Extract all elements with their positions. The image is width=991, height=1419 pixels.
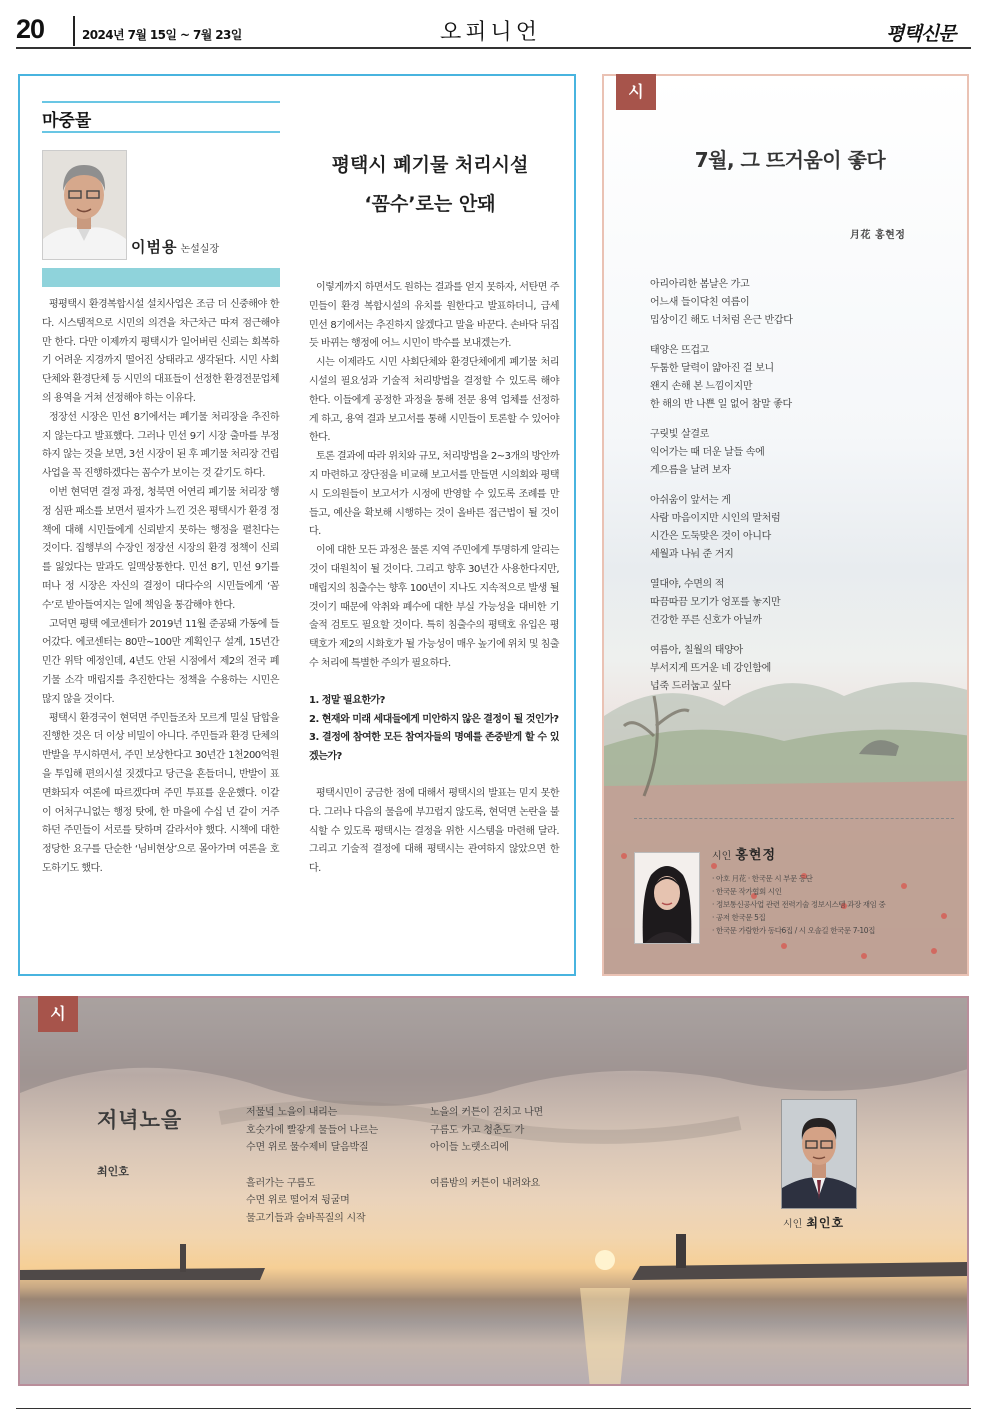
poem-title: 저녁노을 bbox=[97, 1108, 183, 1132]
poem-line: 시간은 도둑맞은 것이 아니다 bbox=[650, 531, 771, 542]
poem-line: 사람 마음이지만 시인의 말처럼 bbox=[650, 513, 781, 524]
poem-line: 어느새 들이닥친 여름이 bbox=[650, 297, 750, 308]
poem-author: 최인호 bbox=[97, 1165, 129, 1178]
poem-stanza bbox=[650, 276, 920, 330]
poet-caption: 시인 bbox=[712, 851, 732, 862]
poem-line: 흘러가는 구름도 bbox=[246, 1177, 316, 1189]
header-rule bbox=[16, 47, 971, 49]
poem-line: 따끔따끔 모기가 엉포를 놓지만 bbox=[650, 597, 781, 608]
poem-line: 물고기들과 숨바꼭질의 시작 bbox=[246, 1212, 366, 1224]
poem-stanza bbox=[650, 492, 920, 564]
poet-photo bbox=[634, 852, 700, 944]
bio-line: · 한국문 가람한가 동다6집 / 시 오솔길 한국문 7-10집 bbox=[712, 926, 875, 935]
column-label-rule-top bbox=[42, 101, 280, 103]
poem-line: 여름밤의 커튼이 내려와요 bbox=[430, 1177, 541, 1189]
author-photo bbox=[42, 150, 127, 260]
poem-stanza bbox=[650, 576, 920, 630]
poet-photo bbox=[781, 1099, 857, 1209]
body-paragraph: 평택시 환경국이 현덕면 주민들조차 모르게 밀실 담합을 진행한 것은 더 이상 비밀이 아니다. 주민들과 환경 단체의 반발을 무시하면서, 주민 보상한다고 30년간 1천200억원을 투입해 편의시설 짓겠다고 당근을 흔들더니, 반발이 표면화되자 여론에 따르겠다며 주민 투표를 운운했다. 이같이 어처구니없는 행정 탓에, 한 마을에 수십 년 같이 거주하던 주민들이 서로를 탓하며 갈라서야 했다. 시책에 대한 정당한 요구를 단순한 ‘님비현상’으로 몰아가며 여론을 호도하기도 했다. bbox=[42, 712, 279, 874]
poem-line: 열대야, 수면의 적 bbox=[650, 579, 725, 590]
poem-line: 구름도 가고 청춘도 가 bbox=[430, 1124, 525, 1136]
header-divider bbox=[73, 16, 75, 46]
body-paragraph: 정장선 시장은 민선 8기에서는 폐기물 처리장을 추진하지 않는다고 발표했다. 그러나 민선 9기 시장 출마를 부정하지 않는 것을 보면, 3선 시장이 된 후 폐기물 처리장 건립사업을 꼭 진행하겠다는 꼼수가 보이는 것 같기도 하다. bbox=[42, 411, 279, 480]
issue-date: 2024년 7월 15일 ~ 7월 23일 bbox=[82, 28, 242, 42]
body-paragraph: 평평택시 환경복합시설 설치사업은 조금 더 신중해야 한다. 시스템적으로 시민의 의견을 차근차근 따져 점근해야만 한다. 다만 이제까지 평택시가 일어버린 신뢰는 회복하기 어려운 지경까지 떨어진 상태라고 생각된다. 시민 사회단체와 환경단체 등 시민의 대표들이 선정한 환경전문업체의 용역을 거쳐 선정해야 하는 이유다. bbox=[42, 299, 279, 404]
bio-line: · 아호 月花 · 한국문 시 부문 등단 bbox=[712, 874, 813, 883]
body-paragraph: 이번 현덕면 결정 과정, 청북면 어연리 폐기물 처리장 행정 심판 패소를 보면서 필자가 느낀 것은 평택시가 환경 정책에 대해 시민들에게 신뢰받지 못하는 행정을 펼친다는 것이다. 집행부의 수장인 정장선 시장의 환경 정책이 신뢰를 잃었다는 말과도 일맥상통한다. 민선 8기, 민선 9기를 떠나 정 시장은 자신의 결정이 대다수의 시민들에게 ‘꼼수’로 받아들여지는 일에 책임을 통감해야 한다. bbox=[42, 486, 279, 611]
headline-line-1: 평택시 폐기물 처리시설 bbox=[331, 154, 529, 176]
poem-line: 넙죽 드러눕고 싶다 bbox=[650, 681, 731, 692]
poem-stanza bbox=[650, 642, 920, 696]
section-title: 오피니언 bbox=[440, 20, 542, 45]
poem-line: 저물녘 노을이 내리는 bbox=[246, 1107, 338, 1118]
poem-body-column-2 bbox=[430, 1104, 543, 1210]
poem-stanza bbox=[246, 1175, 378, 1228]
column-label: 마중물 bbox=[42, 111, 92, 131]
poem-line: 한 해의 반 나쁜 일 없어 참말 좋다 bbox=[650, 399, 792, 410]
poem-stanza bbox=[650, 426, 920, 480]
poem-line: 수면 위로 물수제비 달음박질 bbox=[246, 1142, 369, 1153]
poem-line: 부서지게 뜨거운 네 강인함에 bbox=[650, 663, 771, 674]
column-body-left bbox=[42, 296, 279, 879]
author-role: 논설실장 bbox=[180, 244, 220, 255]
poem-title: 7월, 그 뜨거움이 좋다 bbox=[694, 148, 886, 172]
poem-line: 익어가는 때 더운 날들 속에 bbox=[650, 447, 765, 458]
poem-line: 여름아, 칠월의 태양아 bbox=[650, 645, 743, 656]
author-name: 이범용 bbox=[131, 238, 178, 256]
body-paragraph: 이에 대한 모든 과정은 물론 지역 주민에게 투명하게 알리는 것이 대원칙이 될 것이다. 그리고 향후 30년간 사용한다지만, 매립지의 침출수는 향후 100년이 지나도 지속적으로 발생 될 것이기 때문에 악취와 폐수에 대한 부실 가능성을 대비한 기술적 검토도 필요할 것이다. 특히 침출수의 평택호 유입은 평택호가 제2의 시화호가 될 가능성이 매우 높기에 위치 및 침출수 처리에 특별한 주의가 필요하다. bbox=[309, 545, 559, 669]
poem-line: 게으름을 날려 보자 bbox=[650, 465, 731, 476]
poem-line: 구릿빛 살결로 bbox=[650, 429, 710, 440]
poem-line: 두툼한 달력이 얇아진 걸 보니 bbox=[650, 363, 774, 374]
poem-line: 수면 위로 떨어져 뒹굴며 bbox=[246, 1195, 350, 1206]
poem-body bbox=[650, 276, 920, 708]
poet-bio bbox=[712, 872, 960, 937]
poem-line: 아이들 노랫소리에 bbox=[430, 1142, 509, 1153]
footer-rule bbox=[16, 1408, 971, 1409]
poem-stanza bbox=[430, 1104, 543, 1157]
headline-line-2: ‘꼼수’로는 안돼 bbox=[364, 193, 496, 215]
poem-line: 노을의 커튼이 걷치고 나면 bbox=[430, 1107, 543, 1118]
poem-tag: 시 bbox=[38, 996, 78, 1032]
body-paragraph: 이렇게까지 하면서도 원하는 결과를 얻지 못하자, 서탄면 주민들이 환경 복합시설의 유치를 원한다고 발표하더니, 급세 민선 8기에서는 추진하지 않겠다고 말을 바꾼다. 손바닥 뒤집듯 바뀌는 행정에 어느 시민이 박수를 보내겠는가. bbox=[309, 282, 559, 350]
bio-line: · 공저 한국문 5집 bbox=[712, 913, 766, 922]
poem-tag: 시 bbox=[616, 74, 656, 110]
poet-name: 최인호 bbox=[806, 1216, 845, 1230]
closing-paragraph: 평택시민이 궁금한 점에 대해서 평택시의 발표는 믿지 못한다. 그러나 다음의 물음에 부끄럽지 않도록, 현덕면 논란을 불식할 수 있도록 평택시는 결정을 위한 시스템을 마련해 달라. 그리고 기술적 결정에 대해 평택시는 관여하지 않았으면 한다. bbox=[309, 787, 559, 875]
poet-caption: 시인 bbox=[783, 1219, 803, 1230]
poem-stanza bbox=[246, 1104, 378, 1157]
question-item: 1. 정말 필요한가? bbox=[309, 694, 385, 706]
poem-line: 호숫가에 빨갛게 물들어 나르는 bbox=[246, 1124, 378, 1136]
poem-stanza bbox=[650, 342, 920, 414]
poet-byline bbox=[712, 844, 776, 863]
column-label-rule-bottom bbox=[42, 131, 280, 133]
poem-line: 아리아리한 봄날은 가고 bbox=[650, 279, 750, 290]
body-paragraph: 토론 결과에 따라 위치와 규모, 처리방법을 2~3개의 방안까지 마련하고 장단점을 비교해 보고서를 만들면 시의회와 평택시 도의원들이 보고서가 시정에 반영할 수 있도록 조례를 만들고, 예산을 확보해 시행하는 것이 올바른 접근법이 될 것이다. bbox=[309, 451, 559, 538]
column-headline bbox=[300, 146, 560, 224]
column-accent-bar bbox=[42, 268, 280, 287]
poem-line: 세월과 나눠 준 거지 bbox=[650, 549, 734, 560]
bio-line: · 한국문 작가협회 시인 bbox=[712, 887, 782, 896]
poet-name: 홍현정 bbox=[735, 848, 777, 863]
poem-line: 밉상이긴 해도 너처럼 은근 반갑다 bbox=[650, 315, 793, 326]
column-body-right bbox=[309, 279, 559, 879]
poem-line: 왠지 손해 본 느낌이지만 bbox=[650, 381, 753, 392]
poem-line: 아쉬움이 앞서는 게 bbox=[650, 495, 731, 506]
bio-line: · 정보통신공사업 관련 전력기술 정보시스템 과장 재임 중 bbox=[712, 900, 886, 909]
question-item: 3. 결정에 참여한 모든 참여자들의 명예를 존중받게 할 수 있겠는가? bbox=[309, 732, 559, 763]
poem-author: 月花 홍현정 bbox=[850, 230, 906, 241]
page-number: 20 bbox=[16, 14, 45, 44]
poem-body-column-1 bbox=[246, 1104, 378, 1245]
newspaper-logo: 평택신문 bbox=[886, 23, 956, 45]
poem-line: 태양은 뜨겁고 bbox=[650, 345, 710, 356]
poet-byline bbox=[783, 1214, 844, 1231]
question-item: 2. 현재와 미래 세대들에게 미안하지 않은 결정이 될 것인가? bbox=[309, 713, 559, 725]
poem-stanza bbox=[430, 1175, 543, 1193]
body-paragraph: 시는 이제라도 시민 사회단체와 환경단체에게 폐기물 처리시설의 필요성과 기술적 처리방법을 결정할 수 있도록 해야 한다. 이들에게 공정한 과정을 통해 전문 용역 업체를 선정하게 하고, 용역 결과 보고서를 통해 시민들이 토론할 수 있어야 한다. bbox=[309, 357, 559, 444]
author-byline bbox=[131, 236, 219, 257]
poet-divider bbox=[634, 818, 954, 819]
body-paragraph: 고덕면 평택 에코센터가 2019년 11월 준공돼 가동에 들어갔다. 에코센터는 80만~100만 계획인구 설계, 15년간 민간 위탁 예정인데, 4년도 안된 시점에서 제2의 전국 폐기물 소각 매립지를 추진한다는 정책을 수용하는 시민은 많지 않을 것이다. bbox=[42, 618, 279, 705]
poem-line: 건강한 푸른 신호가 아닐까 bbox=[650, 615, 762, 626]
